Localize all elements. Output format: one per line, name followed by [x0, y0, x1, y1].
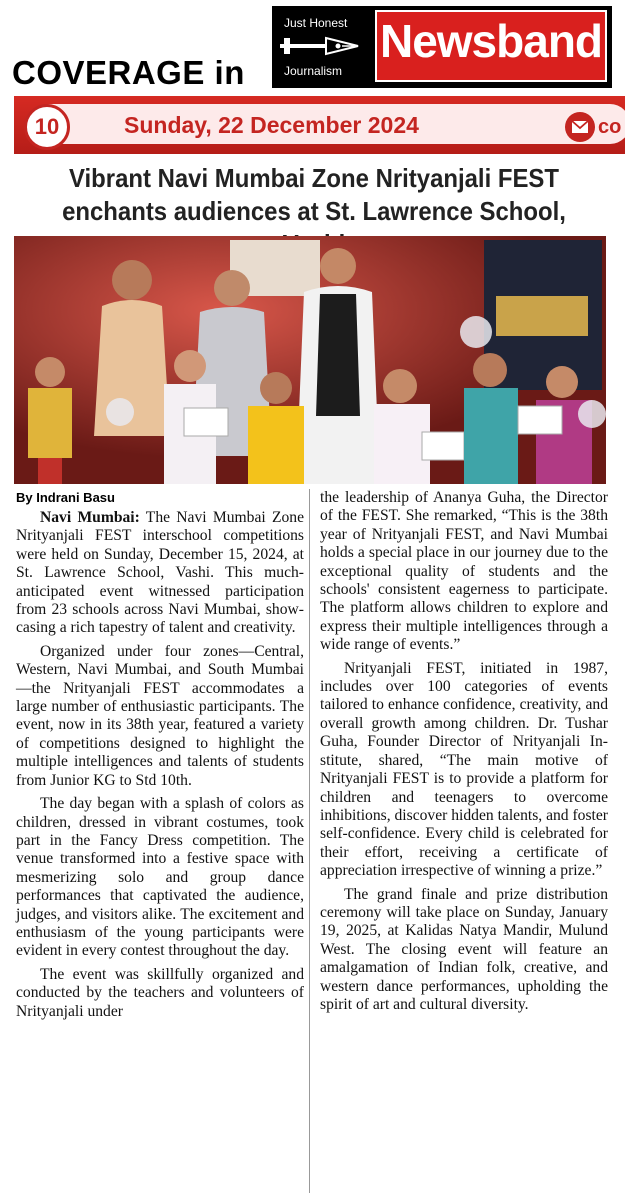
paragraph: The grand finale and prize distribution ceremony will take place on Sunday, January 19, 2025, at Kalidas Natya Mandir, Mulund West. The closing event will feature an amalgamation of Indian folk, creative, and western dance performances, upholding the spirit of art and cultural diversity. — [320, 885, 608, 1013]
headline-line-2: enchants audiences at St. Lawrence School, — [62, 196, 566, 226]
article-column-1 — [16, 509, 304, 1026]
paragraph: Nrityanjali FEST, initiated in 1987, includes over 100 categories of events tailored to enhance confidence, creativity, and overall growth among children. Dr. Tushar Guha, Founder Director of Nrityanjali Institute, shared, “The main motive of Nrityanjali FEST is to provide a platform for children and teenagers to overcome inhibitions, discover hidden talents, and foster self-confidence. Every child is celebrated for their effort, receiving a certificate of appreciation irrespective of winning a prize.” — [320, 659, 608, 880]
paragraph — [16, 509, 304, 638]
paragraph: Organized under four zones—Central, Western, Navi Mumbai, and South Mumbai—the Nrityanjali FEST accommodates a large number of enthusiastic participants. The event, now in its 38th year, featured a variety of competitions designed to highlight the multiple intelligences and talents of students from Junior KG to Std 10th. — [16, 642, 304, 789]
headline-line-1: Vibrant Navi Mumbai Zone Nrityanjali FEST — [68, 163, 560, 193]
dateline: Navi Mumbai: — [40, 509, 140, 526]
paragraph-text: The Navi Mumbai Zone Nrityanjali FEST interschool competitions were held on Sunday, December 15, 2024, at St. Lawrence School, Vashi. This much-anticipated event witnessed participation from 23 schools across Navi Mumbai, showcasing a rich tapestry of talent and creativity. — [16, 509, 305, 637]
tagline-top: Just Honest — [284, 16, 348, 30]
issue-date: Sunday, 22 December 2024 — [124, 112, 419, 138]
paragraph: The day began with a splash of colors as children, dressed in vibrant costumes, took part in the Fancy Dress competition. The venue transformed into a festive space with mesmerizing solo and group dance performances that captivated the audience, judges, and visitors alike. The excitement and enthusiasm of the young participants were evident in every contest throughout the day. — [16, 795, 304, 960]
paragraph: The event was skillfully organized and conducted by the teachers and volunteers of Nrityanjali under — [16, 965, 304, 1020]
byline: By Indrani Basu — [16, 490, 115, 505]
pen-nib-icon — [280, 34, 370, 58]
mail-text: co — [598, 116, 622, 138]
masthead-tagline-block — [272, 6, 372, 88]
article-column-2 — [320, 489, 608, 1019]
event-photo — [14, 236, 606, 484]
event-photo-illustration — [14, 236, 606, 484]
newspaper-masthead — [272, 6, 612, 88]
brand-name: Newsband — [379, 15, 603, 67]
page-number: 10 — [24, 104, 70, 150]
brand-logo — [375, 10, 607, 82]
paragraph: the leadership of Ananya Guha, the Director of the FEST. She remarked, “This is the 38th year of Nrityanjali FEST, and Navi Mumbai holds a special place in our journey due to the exceptional quality of students and the schools' consistent eagerness to participate. The platform allows children to explore and express their multiple intelligences through a wide range of events.” — [320, 489, 608, 654]
column-divider — [309, 489, 310, 1193]
coverage-label: COVERAGE in — [12, 54, 245, 91]
mail-icon — [565, 112, 595, 142]
tagline-bottom: Journalism — [284, 64, 343, 78]
